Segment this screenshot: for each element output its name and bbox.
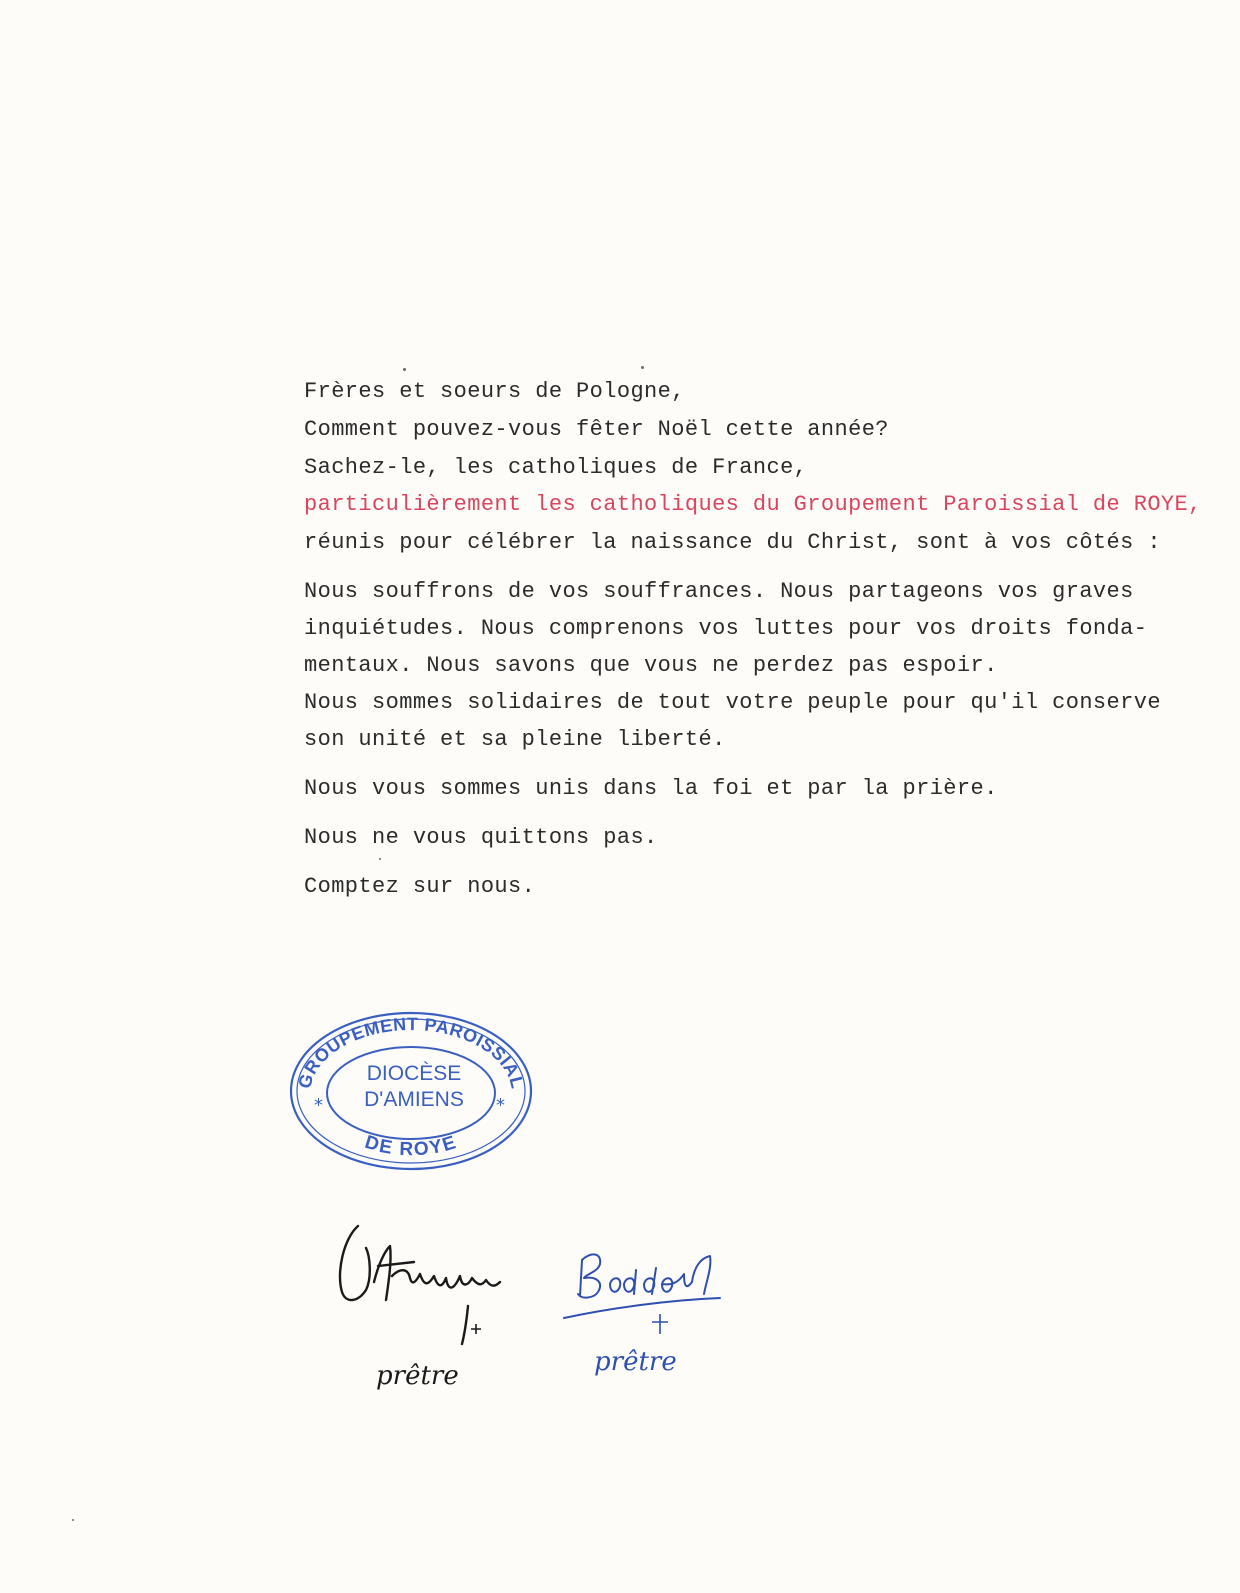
signature-right <box>560 1238 760 1388</box>
stamp-center-line2: D'AMIENS <box>364 1088 464 1111</box>
letter-line-closing: Comptez sur nous. <box>304 874 536 899</box>
letter-line: Nous sommes solidaires de tout votre peuple pour qu'il conserve <box>304 690 1161 715</box>
stamp-arc-bottom-text: DE ROYE <box>362 1131 460 1161</box>
signature-left-title: prêtre <box>376 1361 459 1391</box>
letter-line: mentaux. Nous savons que vous ne perdez pas espoir. <box>304 653 998 678</box>
letter-line: Nous vous sommes unis dans la foi et par la prière. <box>304 776 998 801</box>
stamp-star-icon: * <box>314 1095 323 1116</box>
letter-line-highlighted: particulièrement les catholiques du Groupement Paroissial de ROYE, <box>304 492 1202 517</box>
stamp-star-icon: * <box>496 1095 505 1116</box>
letter-line: Sachez-le, les catholiques de France, <box>304 455 808 480</box>
letter-line: son unité et sa pleine liberté. <box>304 727 726 752</box>
letter-line-salutation: Frères et soeurs de Pologne, <box>304 379 685 404</box>
letter-line: Comment pouvez-vous fêter Noël cette année? <box>304 417 889 442</box>
letter-line: réunis pour célébrer la naissance du Christ, sont à vos côtés : <box>304 530 1161 555</box>
letter-line: Nous souffrons de vos souffrances. Nous partageons vos graves <box>304 579 1134 604</box>
paper-speck <box>379 858 381 860</box>
parish-stamp <box>286 1006 536 1176</box>
paper-speck <box>403 368 406 371</box>
stamp-center-line1: DIOCÈSE <box>366 1062 462 1085</box>
paper-speck <box>641 366 644 369</box>
stamp-arc-top-text: GROUPEMENT PAROISSIAL <box>294 1013 528 1091</box>
letter-line: inquiétudes. Nous comprenons vos luttes pour vos droits fonda- <box>304 616 1148 641</box>
paper-speck <box>72 1519 74 1521</box>
signature-left <box>330 1216 550 1396</box>
signature-right-title: prêtre <box>594 1347 677 1377</box>
letter-line: Nous ne vous quittons pas. <box>304 825 658 850</box>
